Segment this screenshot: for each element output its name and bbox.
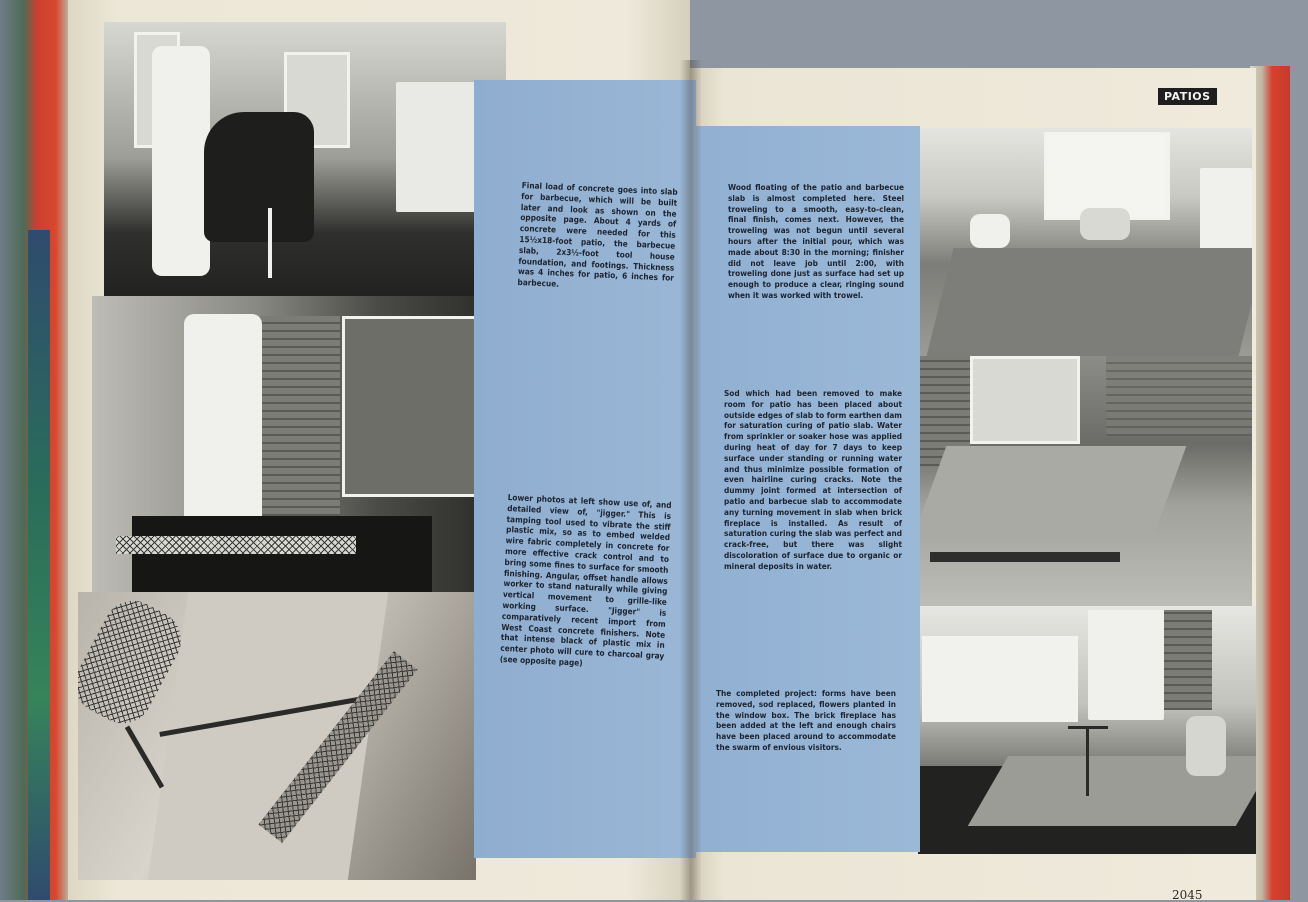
house-corner [1200, 168, 1252, 258]
brick-wall [260, 316, 340, 516]
photo-wood-floating [920, 128, 1252, 356]
stake [268, 208, 272, 278]
slab-surface [927, 248, 1252, 356]
house-wall-2 [1088, 610, 1164, 720]
caption-sod: Sod which had been removed to make room for patio has been placed about outside edges of slab to form earthen dam for saturation curing of patio slab. Water from sprinkler or soaker hose was applied during heat of day for 7 days to keep surface under standing or running water and thus minimize possible formation of even hairline curing cracks. Note the dummy joint formed at intersection of patio and barbecue slab to accommodate any turning movement in slab when brick fireplace is installed. As result of saturation curing the slab was perfect and crack-free, but there was slight discoloration of surface due to organic or mineral deposits in water. [724, 388, 902, 571]
book-gutter-shadow [680, 60, 702, 900]
caption-final-load: Final load of concrete goes into slab for barbecue, which will be built later and look as shown on the opposite page. About 4 yards of concrete were needed for this 15½x18-foot patio, the barbecue slab, 2x3½-foot tool house foundation, and footings. Thickness was 4 inches for patio, 6 inches for barbecue. [517, 180, 678, 289]
photo-completed-patio [918, 606, 1256, 854]
lattice-screen [1044, 132, 1170, 220]
photo-saturation-curing [920, 356, 1252, 606]
photo-jigger-tamping [92, 296, 498, 592]
worker-figure-2 [184, 314, 262, 534]
fresh-concrete [132, 516, 432, 592]
worker-figure [152, 46, 210, 276]
sod-dam [930, 552, 1120, 562]
caption-completed-project: The completed project: forms have been removed, sod replaced, flowers planted in the window box. The brick fireplace has been added at the left and enough chairs have been placed around to accommodate the swarm of envious visitors. [716, 688, 896, 752]
wet-slab [920, 446, 1186, 536]
photo-final-load-concrete [104, 22, 506, 324]
house-window-2 [970, 356, 1080, 444]
book-cover-right [1250, 66, 1290, 900]
jigger-grille [116, 536, 356, 554]
brick-wall-3 [1106, 356, 1252, 436]
finisher-figure [970, 214, 1010, 248]
page-number: 2045 [1172, 888, 1203, 902]
caption-lower-photos: Lower photos at left show use of, and detailed view of, "jigger." This is tamping tool used to vibrate the stiff plastic mix, so as to embed welded wire fabric completely in concrete for more effective crack control and to bring some fines to surface for smooth finishing. Angular, offset handle allows worker to stand naturally while giving vertical movement to grille-like working surface. "Jigger" is comparatively recent import from West Coast concrete finishers. Note that intense black of plastic mix in center photo will cure to charcoal gray (see opposite page) [499, 492, 672, 668]
lattice-screen-2 [922, 636, 1078, 722]
seated-visitor [1186, 716, 1226, 776]
brick-fireplace [1164, 610, 1212, 710]
wheelbarrow-2 [1080, 208, 1130, 240]
patio-table-leg [1086, 726, 1089, 796]
book-spine-strip [28, 230, 50, 900]
section-label: PATIOS [1158, 88, 1217, 105]
photo-jigger-detail [78, 592, 476, 880]
wheelbarrow [204, 112, 314, 242]
caption-wood-floating: Wood floating of the patio and barbecue slab is almost completed here. Steel troweling to a smooth, easy-to-clean, final finish, comes next. However, the troweling was not begun until several hours after the initial pour, which was made about 8:30 in the morning; finisher did not leave job until 2:00, with troweling done just as surface had set up enough to produce a clear, ringing sound when it was worked with trowel. [728, 182, 904, 300]
jigger-handle-post [125, 725, 164, 788]
